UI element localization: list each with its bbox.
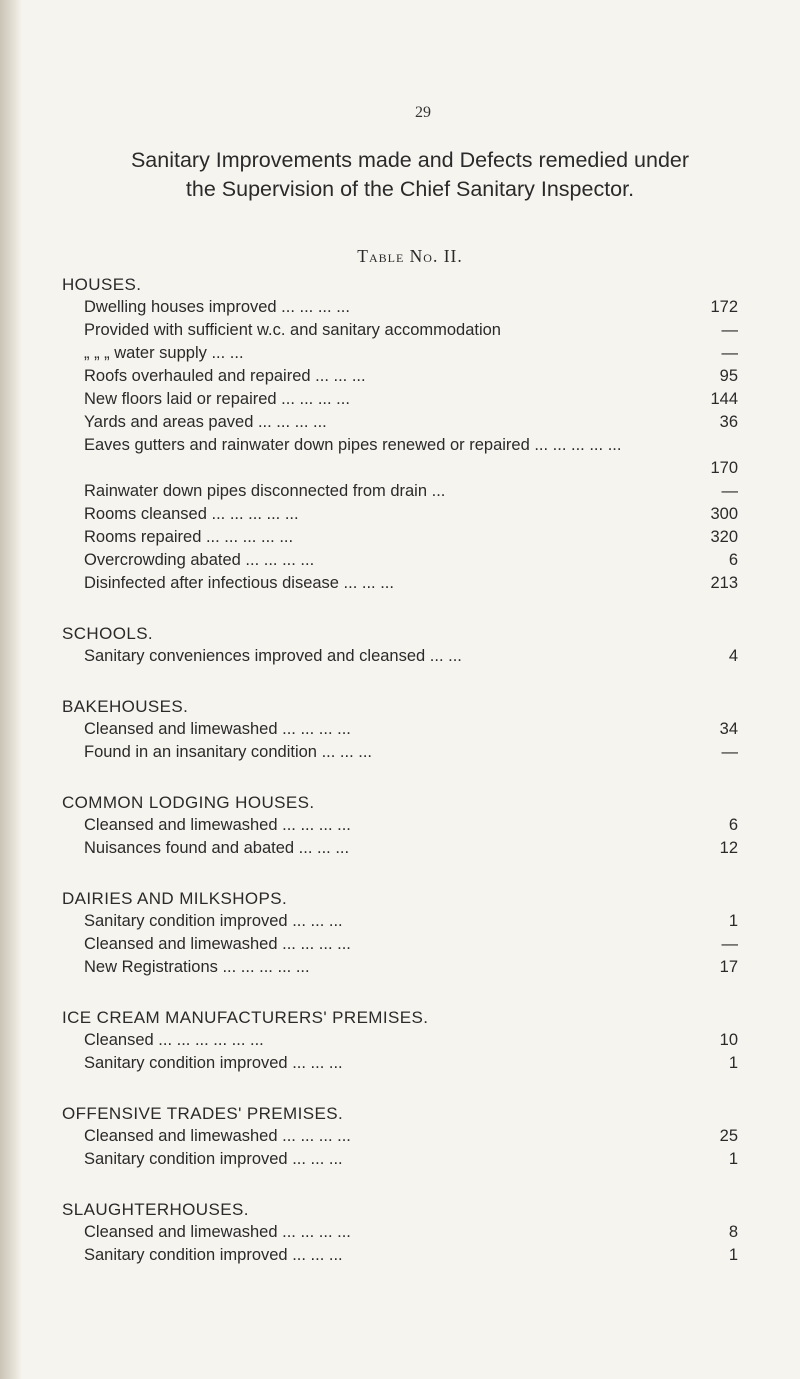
section [60,695,760,764]
section-heading: SCHOOLS. [62,624,154,643]
row-value: 10 [719,1031,738,1049]
row-value: 6 [728,816,738,834]
row-value: 213 [710,574,738,592]
section-heading: BAKEHOUSES. [62,697,189,716]
row-value: 25 [719,1127,738,1145]
row-value: 1 [728,912,738,930]
section [60,887,760,979]
section-heading: SLAUGHTERHOUSES. [62,1200,249,1219]
section [60,1102,760,1171]
table-row [60,480,760,503]
table-row [60,718,760,741]
table-row [60,814,760,837]
section [60,791,760,860]
table-row [60,1029,760,1052]
table-row [60,434,760,480]
row-label: Cleansed and limewashed ... ... ... ... [84,1223,351,1241]
section-heading: HOUSES. [62,275,142,294]
table-row [60,365,760,388]
table-row [60,526,760,549]
row-value: 144 [710,390,738,408]
table-row [60,388,760,411]
row-value: — [721,482,738,500]
row-label: Cleansed and limewashed ... ... ... ... [84,1127,351,1145]
row-label: Provided with sufficient w.c. and sanitary accommodation [84,321,501,339]
row-value: 12 [719,839,738,857]
table-row [60,645,760,668]
row-label: Eaves gutters and rainwater down pipes renewed or repaired ... ... ... ... ... [84,436,622,454]
table-row [60,741,760,764]
row-value: — [721,935,738,953]
table-row [60,956,760,979]
table-row [60,933,760,956]
row-value: 1 [728,1150,738,1168]
row-label: New floors laid or repaired ... ... ... ... [84,390,350,408]
section [60,273,760,595]
row-label: Nuisances found and abated ... ... ... [84,839,350,857]
row-value: 95 [719,367,738,385]
table-row [60,342,760,365]
row-value: 170 [710,459,738,477]
section [60,1006,760,1075]
row-label: „ „ „ water supply ... ... [84,344,244,362]
row-value: — [721,743,738,761]
page-number: 29 [415,104,431,121]
row-label: Overcrowding abated ... ... ... ... [84,551,315,569]
row-label: Disinfected after infectious disease ... ... ... [84,574,394,592]
table-row [60,549,760,572]
table-row [60,1221,760,1244]
table-row [60,1244,760,1267]
table-row [60,1125,760,1148]
book-spine-shadow [0,0,22,1379]
table-row [60,910,760,933]
row-value: 34 [719,720,738,738]
row-label: Cleansed and limewashed ... ... ... ... [84,935,351,953]
row-label: Cleansed and limewashed ... ... ... ... [84,720,351,738]
row-label: Rooms cleansed ... ... ... ... ... [84,505,299,523]
row-label: Cleansed and limewashed ... ... ... ... [84,816,351,834]
table-row [60,319,760,342]
section [60,1198,760,1267]
row-label: Rainwater down pipes disconnected from drain ... [84,482,446,500]
table-label: Table No. II. [357,246,463,266]
row-label: Sanitary condition improved ... ... ... [84,1246,343,1264]
row-label: Yards and areas paved ... ... ... ... [84,413,327,431]
row-value: — [721,321,738,339]
row-label: Sanitary conveniences improved and cleansed ... ... [84,647,462,665]
row-label: Cleansed ... ... ... ... ... ... [84,1031,264,1049]
row-label: Roofs overhauled and repaired ... ... ... [84,367,366,385]
row-label: Sanitary condition improved ... ... ... [84,1054,343,1072]
row-value: 17 [719,958,738,976]
row-value: 320 [710,528,738,546]
table-sections [60,273,760,1294]
row-label: Rooms repaired ... ... ... ... ... [84,528,294,546]
section-heading: DAIRIES AND MILKSHOPS. [62,889,288,908]
row-value: 1 [728,1246,738,1264]
row-value: 36 [719,413,738,431]
section-heading: COMMON LODGING HOUSES. [62,793,315,812]
row-value: 6 [728,551,738,569]
row-value: 1 [728,1054,738,1072]
title-line-2: the Supervision of the Chief Sanitary Inspector. [185,177,635,201]
row-label: Sanitary condition improved ... ... ... [84,912,343,930]
section [60,622,760,668]
table-row [60,1148,760,1171]
row-label: Sanitary condition improved ... ... ... [84,1150,343,1168]
row-value: 4 [728,647,738,665]
row-value: — [721,344,738,362]
table-row [60,411,760,434]
table-row [60,572,760,595]
table-row [60,837,760,860]
section-heading: ICE CREAM MANUFACTURERS' PREMISES. [62,1008,429,1027]
row-value: 300 [710,505,738,523]
row-label: New Registrations ... ... ... ... ... [84,958,310,976]
row-label: Dwelling houses improved ... ... ... ... [84,298,350,316]
title-line-1: Sanitary Improvements made and Defects remedied under [130,148,690,172]
row-value: 8 [728,1223,738,1241]
section-heading: OFFENSIVE TRADES' PREMISES. [62,1104,344,1123]
page-title [60,146,760,204]
row-label: Found in an insanitary condition ... ... ... [84,743,372,761]
table-row [60,503,760,526]
table-row [60,1052,760,1075]
row-value: 172 [710,298,738,316]
table-row [60,296,760,319]
